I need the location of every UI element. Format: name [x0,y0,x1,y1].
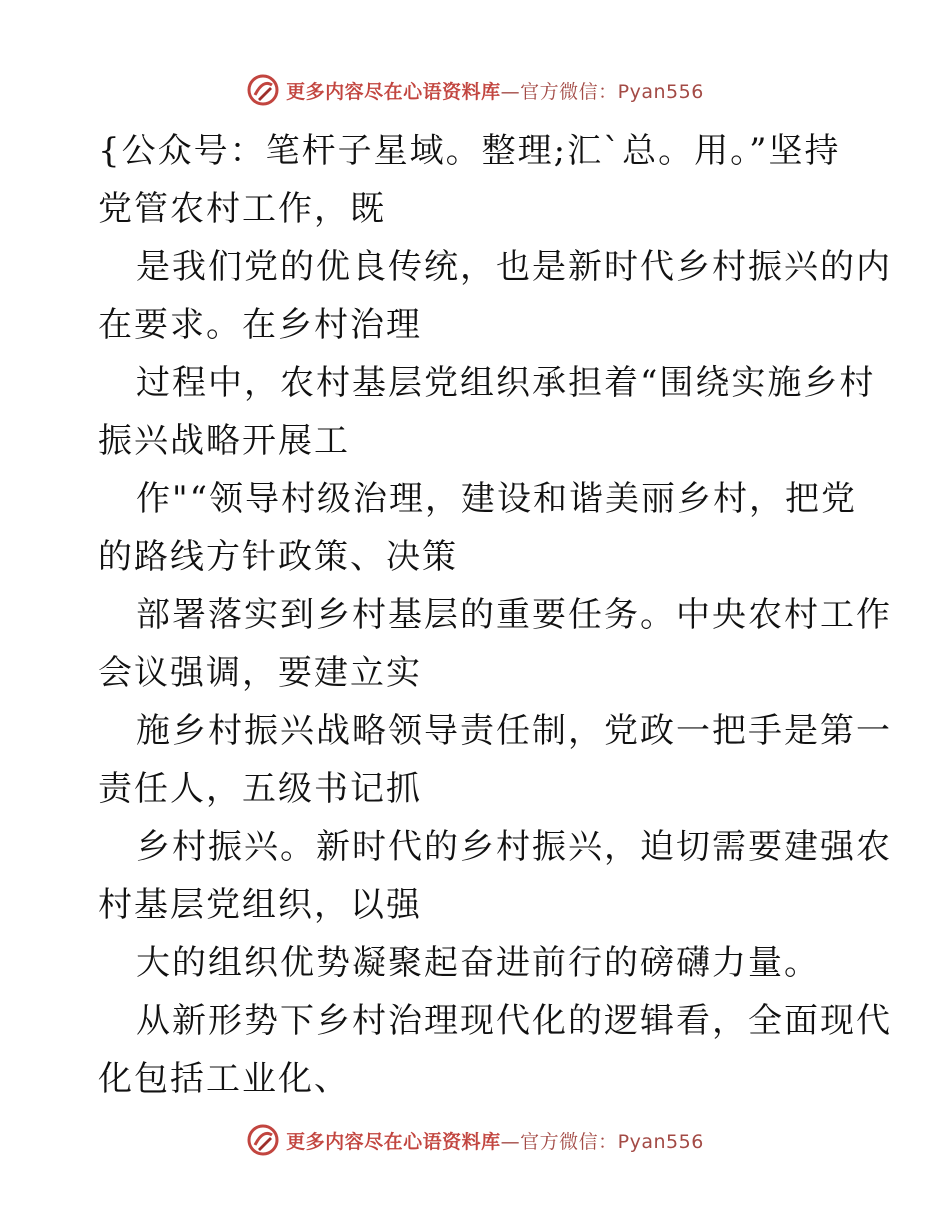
body-line: 大的组织优势凝聚起奋进前行的磅礴力量。 [136,943,820,983]
footer-official-text: —官方微信：Pyan556 [500,1130,704,1153]
body-line: 在要求。在乡村治理 [98,305,422,345]
body-line: 村基层党组织，以强 [98,885,422,925]
body-line: 作"“领导村级治理，建设和谐美丽乡村，把党 [136,479,858,519]
body-line: 乡村振兴。新时代的乡村振兴，迫切需要建强农 [136,827,892,867]
body-line: 从新形势下乡村治理现代化的逻辑看，全面现代 [136,1001,892,1041]
footer-banner-text [286,1127,704,1154]
body-line: 振兴战略开展工 [98,421,350,461]
document-body [98,122,892,1108]
body-line: 化包括工业化、 [98,1059,350,1099]
body-line: 责任人，五级书记抓 [98,769,422,809]
header-brand-text: 更多内容尽在心语资料库 [286,80,501,103]
footer-brand-text: 更多内容尽在心语资料库 [286,1130,501,1153]
body-line: 过程中，农村基层党组织承担着“围绕实施乡村 [136,363,876,403]
body-line: 会议强调，要建立实 [98,653,422,693]
pen-swirl-logo-icon [246,1123,280,1157]
body-line: 部署落实到乡村基层的重要任务。中央农村工作 [136,595,892,635]
body-line: 的路线方针政策、决策 [98,537,458,577]
body-line: 是我们党的优良传统，也是新时代乡村振兴的内 [136,247,892,287]
body-line: {公众号：笔杆子星域。整理;汇`总。用。”坚持 [98,131,841,171]
header-banner [0,70,950,110]
body-line: 施乡村振兴战略领导责任制，党政一把手是第一 [136,711,892,751]
header-official-text: —官方微信：Pyan556 [500,80,704,103]
header-banner-text [286,77,704,104]
footer-banner [0,1120,950,1160]
pen-swirl-logo-icon [246,73,280,107]
body-line: 党管农村工作，既 [98,189,386,229]
